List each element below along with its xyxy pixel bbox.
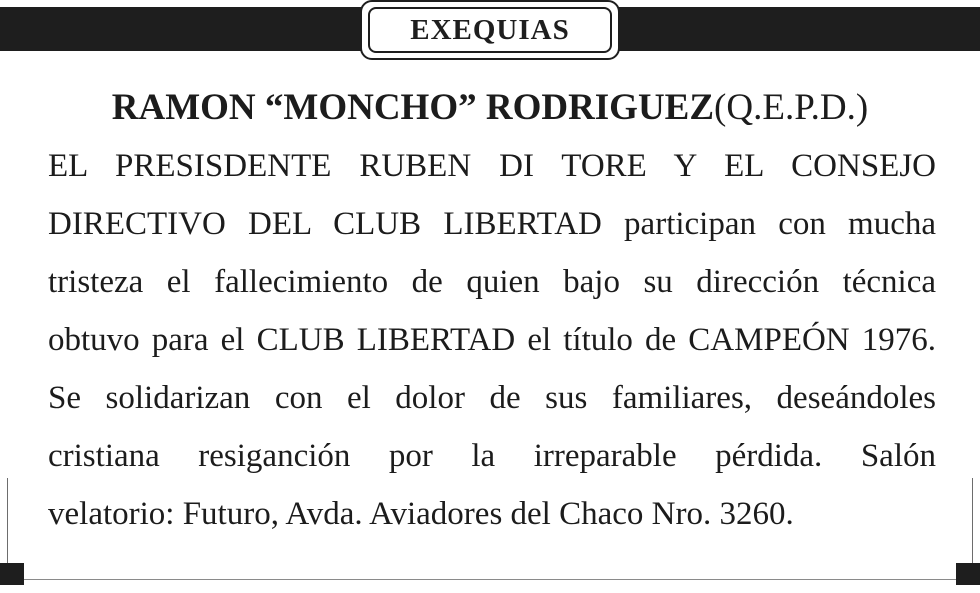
notice-body [48,137,936,543]
deceased-name-line [0,80,980,136]
notice-line: velatorio: Futuro, Avda. Aviadores del Chaco Nro. 3260. [48,496,794,532]
corner-block-left [0,563,24,585]
header-band-right [618,7,980,51]
border-rule-bottom [0,579,980,580]
section-title: EXEQUIAS [410,13,570,46]
deceased-name: RAMON “MONCHO” RODRIGUEZ [111,87,715,128]
notice-line: EL PRESISDENTE RUBEN DI TORE Y EL CONSEJO [48,148,936,184]
notice-line: Se solidarizan con el dolor de sus familiares, deseándoles [48,380,936,416]
corner-block-right [956,563,980,585]
notice-line: tristeza el fallecimiento de quien bajo su dirección técnica [48,264,936,300]
notice-line: cristiana resiganción por la irreparable pérdida. Salón [48,438,936,474]
qepd-label: (Q.E.P.D.) [714,87,869,128]
notice-line: DIRECTIVO DEL CLUB LIBERTAD participan con mucha [48,206,936,242]
notice-line: obtuvo para el CLUB LIBERTAD el título de CAMPEÓN 1976. [48,322,936,358]
header-frame [360,0,620,60]
header-band-left [0,7,362,51]
header-frame-inner [368,7,612,53]
